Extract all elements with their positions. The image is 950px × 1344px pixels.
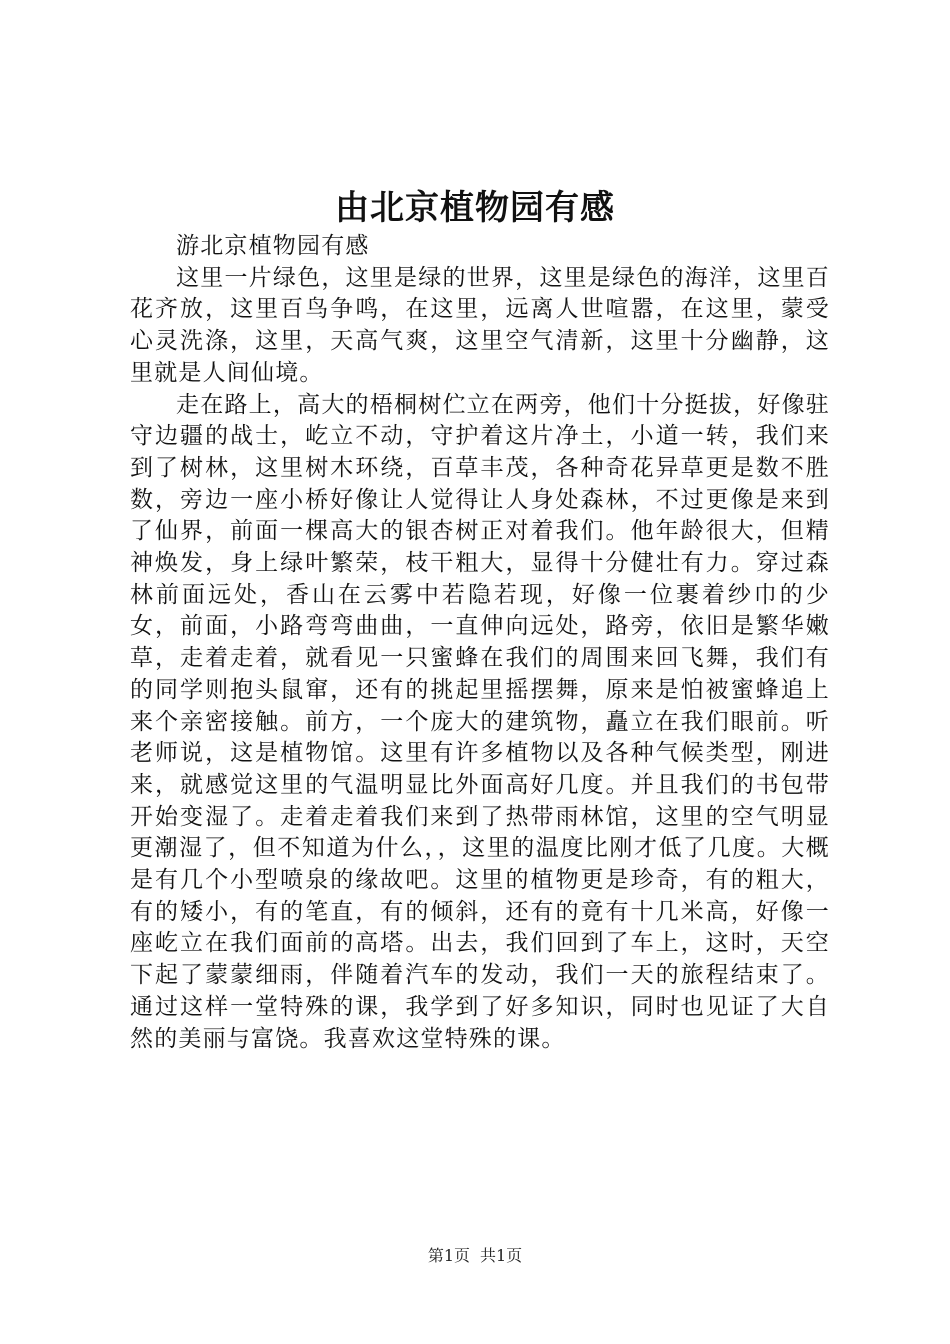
document-body <box>130 231 830 1055</box>
paragraph-2: 走在路上，高大的梧桐树伫立在两旁，他们十分挺拔，好像驻守边疆的战士，屹立不动，守护着这片净土，小道一转，我们来到了树林，这里树木环绕，百草丰茂，各种奇花异草更是数不胜数，旁边一座小桥好像让人觉得让人身处森林，不过更像是来到了仙界，前面一棵高大的银杏树正对着我们。他年龄很大，但精神焕发，身上绿叶繁荣，枝干粗大，显得十分健壮有力。穿过森林前面远处，香山在云雾中若隐若现，好像一位裹着纱巾的少女，前面，小路弯弯曲曲，一直伸向远处，路旁，依旧是繁华嫩草，走着走着，就看见一只蜜蜂在我们的周围来回飞舞，我们有的同学则抱头鼠窜，还有的挑起里摇摆舞，原来是怕被蜜蜂追上来个亲密接触。前方，一个庞大的建筑物，矗立在我们眼前。听老师说，这是植物馆。这里有许多植物以及各种气候类型，刚进来，就感觉这里的气温明显比外面高好几度。并且我们的书包带开始变湿了。走着走着我们来到了热带雨林馆，这里的空气明显更潮湿了，但不知道为什么，，这里的温度比刚才低了几度。大概是有几个小型喷泉的缘故吧。这里的植物更是珍奇，有的粗大，有的矮小，有的笔直，有的倾斜，还有的竟有十几米高，好像一座屹立在我们面前的高塔。出去，我们回到了车上，这时，天空下起了蒙蒙细雨，伴随着汽车的发动，我们一天的旅程结束了。通过这样一堂特殊的课，我学到了好多知识，同时也见证了大自然的美丽与富饶。我喜欢这堂特殊的课。 <box>130 391 830 1052</box>
document-subtitle: 游北京植物园有感 <box>176 233 370 259</box>
page-number: 第1页 <box>427 1246 470 1265</box>
page-total: 共1页 <box>480 1246 523 1265</box>
paragraph-1: 这里一片绿色，这里是绿的世界，这里是绿色的海洋，这里百花齐放，这里百鸟争鸣，在这里，远离人世喧嚣，在这里，蒙受心灵洗涤，这里，天高气爽，这里空气清新，这里十分幽静，这里就是人间仙境。 <box>130 264 830 386</box>
page-footer <box>0 1245 950 1267</box>
document-title: 由北京植物园有感 <box>335 188 615 228</box>
